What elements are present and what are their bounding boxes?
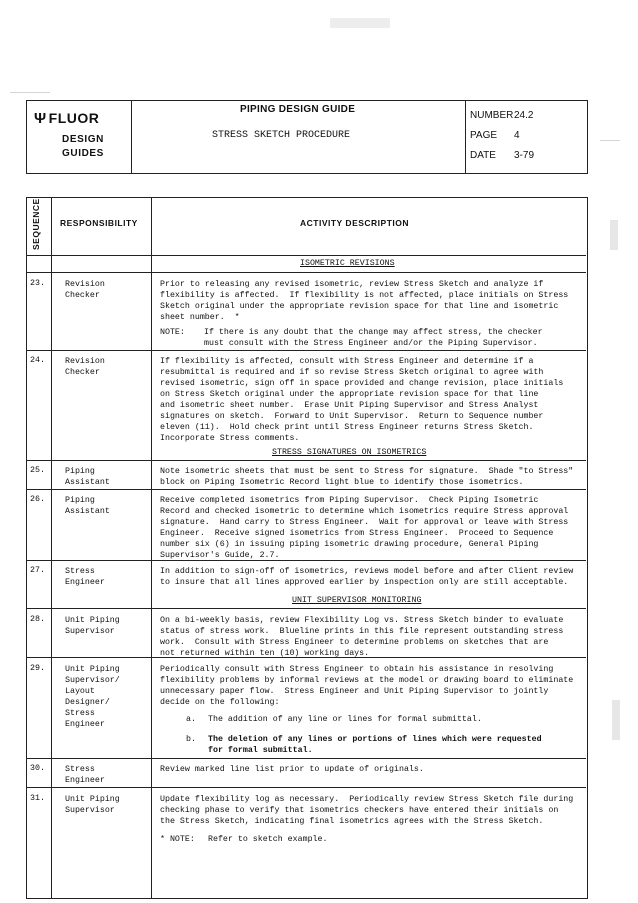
- section-heading: STRESS SIGNATURES ON ISOMETRICS: [272, 448, 427, 457]
- responsibility: Revision Checker: [65, 357, 105, 377]
- sequence-number: 23.: [30, 279, 45, 288]
- column-activity-label: ACTIVITY DESCRIPTION: [300, 218, 410, 228]
- guide-title: PIPING DESIGN GUIDE: [240, 104, 356, 115]
- scan-mark: [600, 140, 620, 141]
- scan-mark: [610, 220, 618, 250]
- design-guides-line1: DESIGN: [62, 134, 104, 145]
- date-field: [470, 150, 580, 161]
- page-field: [470, 130, 580, 141]
- sequence-number: 24.: [30, 356, 45, 365]
- list-item-text: The deletion of any lines or portions of lines which were requested for formal submittal.: [208, 735, 542, 755]
- number-value: 24.2: [514, 110, 534, 121]
- activity-text: Update flexibility log as necessary. Periodically review Stress Sketch file during checking phase to verify that isometrics checkers have entered their initials on the Stress Sketch, indicating final isometrics agrees with the Stress Sketch.: [160, 795, 574, 826]
- row-divider: [26, 560, 586, 561]
- row-divider: [26, 460, 586, 461]
- column-responsibility-label: RESPONSIBILITY: [60, 218, 138, 228]
- document-subject: STRESS SKETCH PROCEDURE: [212, 130, 351, 141]
- sequence-number: 29.: [30, 664, 45, 673]
- sequence-number: 25.: [30, 466, 45, 475]
- responsibility: Unit Piping Supervisor: [65, 616, 120, 636]
- row-divider: [26, 489, 586, 490]
- row-divider: [26, 758, 586, 759]
- responsibility: Unit Piping Supervisor/ Layout Designer/ Stress Engineer: [65, 665, 120, 729]
- column-sequence-label: SEQUENCE: [31, 198, 41, 250]
- section-heading: ISOMETRIC REVISIONS: [300, 259, 395, 268]
- activity-text: Prior to releasing any revised isometric, review Stress Sketch and analyze if flexibility is affected. If flexibility is not affected, place initials on Stress Sketch original under the appropriate revision space for that line and isometric sheet number. *: [160, 280, 569, 322]
- note-label: NOTE:: [160, 328, 185, 337]
- scan-mark: [612, 700, 620, 740]
- sequence-number: 31.: [30, 794, 45, 803]
- note-text: Refer to sketch example.: [208, 835, 328, 844]
- number-label: NUMBER: [470, 110, 514, 121]
- responsibility: Unit Piping Supervisor: [65, 795, 120, 815]
- responsibility: Stress Engineer: [65, 765, 105, 785]
- list-item-label: a.: [186, 715, 196, 724]
- activity-text: Receive completed isometrics from Piping Supervisor. Check Piping Isometric Record and checked isometric to determine which isometrics require Stress approval signature. Hand carry to Stress Engineer. Wait for approval or leave with Stress Engineer. Receive signed isometrics from Stress Engineer. Proceed to Sequence number six (6) in issuing piping isometric drawing procedure, General Piping Supervisor's Guide, 2.7.: [160, 496, 569, 560]
- row-divider: [26, 272, 586, 273]
- activity-text: If flexibility is affected, consult with Stress Engineer and determine if a resubmittal is required and if so revise Stress Sketch original to agree with revised isometric, sign off in space provided and change revision, place initials on Stress Sketch original under the appropriate revision space for that line and isometric sheet number. Erase Unit Piping Supervisor and Stress Analyst signatures on sketch. Forward to Unit Supervisor. Return to Sequence number eleven (11). Hold check print until Stress Engineer returns Stress Sketch. Incorporate Stress comments.: [160, 357, 564, 443]
- row-divider: [26, 608, 586, 609]
- date-label: DATE: [470, 150, 496, 161]
- scan-mark: [10, 92, 50, 93]
- design-guides-line2: GUIDES: [62, 148, 104, 159]
- fluor-mark-icon: Ψ: [34, 110, 47, 127]
- activity-text: In addition to sign-off of isometrics, reviews model before and after Client review to insure that all lines approved earlier by inspection only are still acceptable.: [160, 567, 574, 587]
- sequence-number: 27.: [30, 566, 45, 575]
- activity-text: Note isometric sheets that must be sent to Stress for signature. Shade "to Stress" block on Piping Isometric Record light blue to identify those isometrics.: [160, 467, 574, 487]
- list-item-label: b.: [186, 735, 196, 744]
- section-heading: UNIT SUPERVISOR MONITORING: [292, 596, 422, 605]
- brand-name: FLUOR: [48, 110, 100, 126]
- number-field: [470, 110, 580, 121]
- list-item-text: The addition of any line or lines for formal submittal.: [208, 715, 482, 724]
- responsibility: Piping Assistant: [65, 467, 110, 487]
- fluor-logo: [34, 110, 99, 127]
- row-divider: [26, 657, 586, 658]
- sequence-number: 28.: [30, 615, 45, 624]
- row-divider: [26, 787, 586, 788]
- scan-smudge: [330, 18, 390, 28]
- date-value: 3-79: [514, 150, 535, 161]
- responsibility: Stress Engineer: [65, 567, 105, 587]
- page-label: PAGE: [470, 130, 498, 141]
- activity-text: On a bi-weekly basis, review Flexibility Log vs. Stress Sketch binder to evaluate status of stress work. Blueline prints in this file represent outstanding stress work. Consult with Stress Engineer to determine problems on sketches that are not returned within ten (10) working days.: [160, 616, 564, 658]
- row-divider: [26, 350, 586, 351]
- note-label: * NOTE:: [160, 835, 195, 844]
- responsibility: Piping Assistant: [65, 496, 110, 516]
- sequence-number: 30.: [30, 764, 45, 773]
- note-text: If there is any doubt that the change may affect stress, the checker must consult with the Stress Engineer and/or the Piping Supervisor.: [204, 328, 543, 348]
- sequence-number: 26.: [30, 495, 45, 504]
- activity-text: Periodically consult with Stress Engineer to obtain his assistance in resolving flexibility problems by informal reviews at the model or drawing board to eliminate unnecessary paper flow. Stress Engineer and Unit Piping Supervisor to jointly decide on the following:: [160, 665, 574, 707]
- activity-text: Review marked line list prior to update of originals.: [160, 765, 424, 774]
- page-value: 4: [514, 130, 520, 141]
- responsibility: Revision Checker: [65, 280, 105, 300]
